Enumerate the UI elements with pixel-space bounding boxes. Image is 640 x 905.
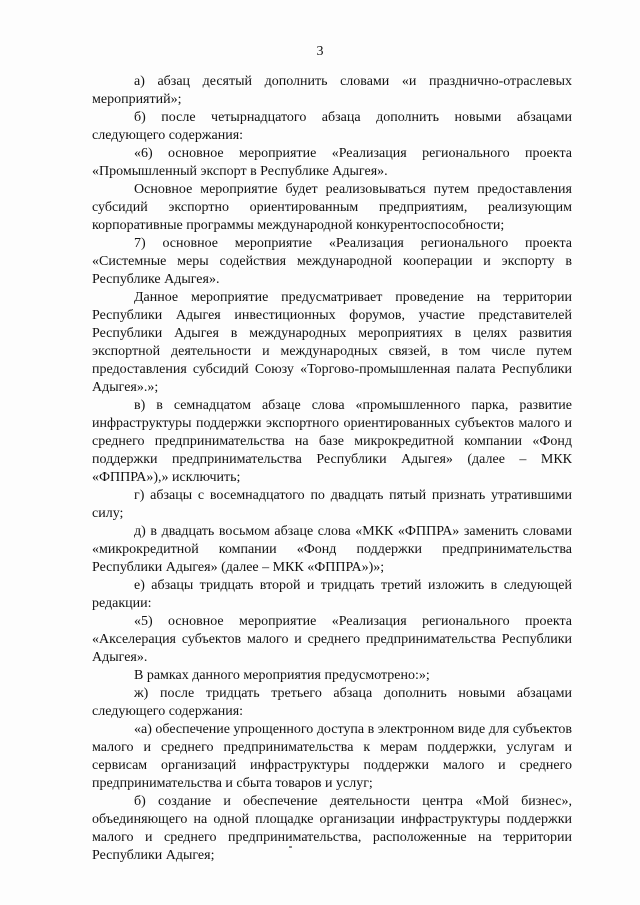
paragraph-e-restate: е) абзацы тридцать второй и тридцать третий изложить в следующей редакции:: [92, 578, 572, 611]
paragraph-measure-7: 7) основное мероприятие «Реализация регионального проекта «Системные меры содействия международной кооперации и экспорту в Республике Адыгея».: [92, 236, 572, 287]
paragraph-measure-6: «6) основное мероприятие «Реализация регионального проекта «Промышленный экспорт в Республике Адыгея».: [92, 146, 572, 179]
paragraph-measure-7-description: Данное мероприятие предусматривает проведение на территории Республики Адыгея инвестиционных форумов, участие представителей Республики Адыгея в международных мероприятиях в целях развития экспортной деятельности и международных связей, в том числе путем предоставления субсидий Союзу «Торгово-промышленная палата Республики Адыгея».»;: [92, 290, 572, 395]
scan-speck: [289, 846, 292, 848]
paragraph-measure-6-description: Основное мероприятие будет реализовываться путем предоставления субсидий экспортно ориентированным предприятиям, реализующим корпоративные программы международной конкурентоспособности;: [92, 182, 572, 233]
paragraph-measure-5: «5) основное мероприятие «Реализация регионального проекта «Акселерация субъектов малого и среднего предпринимательства Республики Адыгея».: [92, 614, 572, 665]
paragraph-g-repeal: г) абзацы с восемнадцатого по двадцать пятый признать утратившими силу;: [92, 488, 572, 521]
paragraph-a-tenth: а) абзац десятый дополнить словами «и празднично-отраслевых мероприятий»;: [92, 74, 572, 107]
paragraph-zh-after-thirty-third: ж) после тридцать третьего абзаца дополнить новыми абзацами следующего содержания:: [92, 686, 572, 719]
paragraph-b-after-fourteenth: б) после четырнадцатого абзаца дополнить новыми абзацами следующего содержания:: [92, 110, 572, 143]
paragraph-v-seventeenth: в) в семнадцатом абзаце слова «промышленного парка, развитие инфраструктуры поддержки экспортного ориентированных субъектов малого и среднего предпринимательства на базе микрокредитной компании «Фонд поддержки предпринимательства Республики Адыгея» (далее – МКК «ФППРА»),» исключить;: [92, 398, 572, 485]
paragraph-d-replace: д) в двадцать восьмом абзаце слова «МКК «ФППРА» заменить словами «микрокредитной компании «Фонд поддержки предпринимательства Республики Адыгея» (далее – МКК «ФППРА»)»;: [92, 524, 572, 575]
paragraph-item-a: «а) обеспечение упрощенного доступа в электронном виде для субъектов малого и среднего предпринимательства к мерам поддержки, услугам и сервисам организаций инфраструктуры поддержки малого и среднего предпринимательства и сбыта товаров и услуг;: [92, 722, 572, 791]
paragraph-measure-5-intro: В рамках данного мероприятия предусмотрено:»;: [134, 668, 430, 683]
document-body: [92, 73, 572, 865]
page-number: 3: [316, 44, 324, 59]
paragraph-item-b: б) создание и обеспечение деятельности центра «Мой бизнес», объединяющего на одной площадке организации инфраструктуры поддержки малого и среднего предпринимательства, расположенные на территории Республики Адыгея;: [92, 794, 572, 863]
